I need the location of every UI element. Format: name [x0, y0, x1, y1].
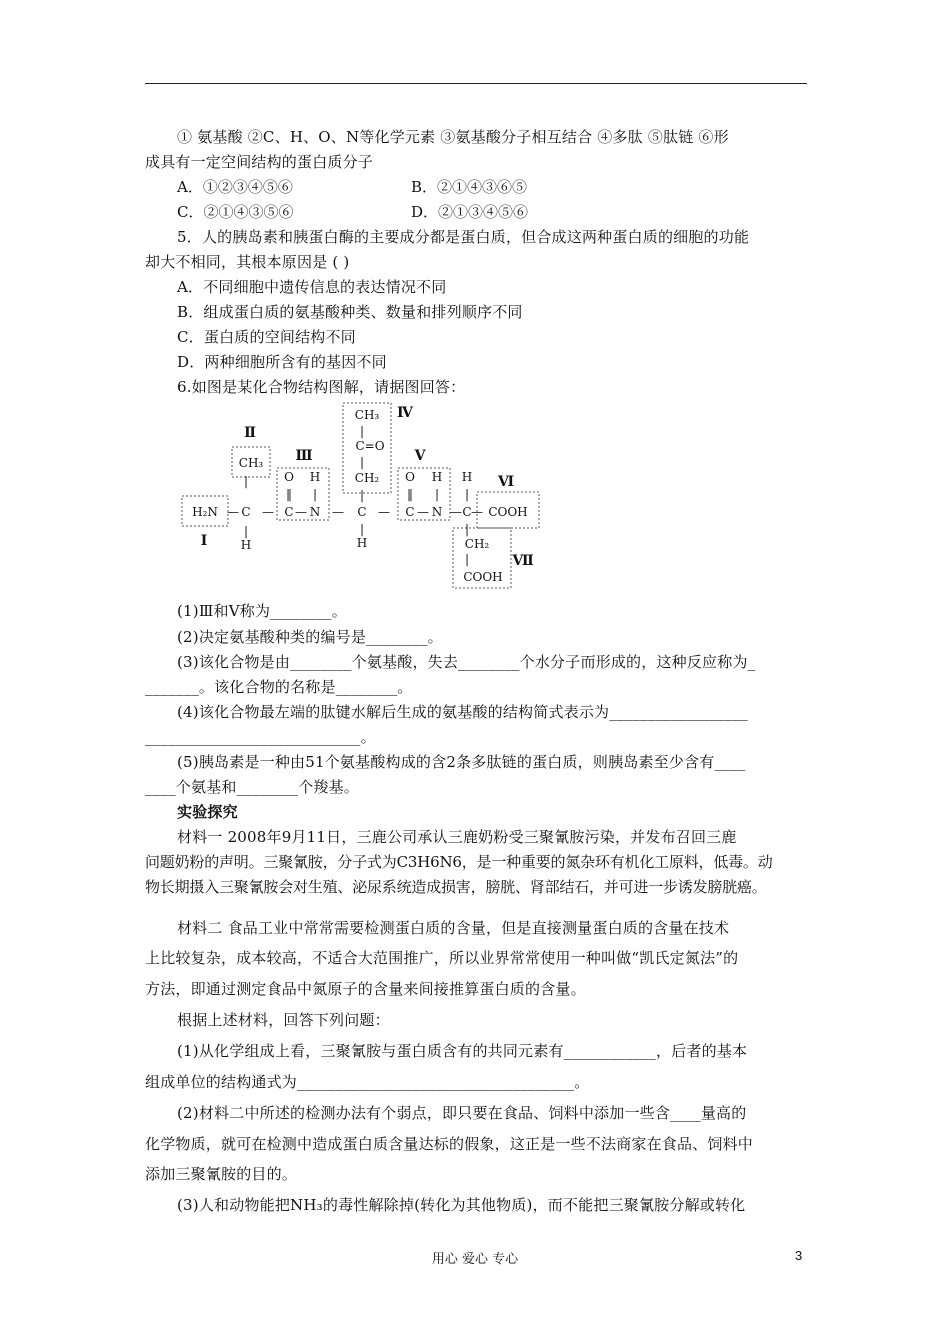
section-heading: 实验探究	[177, 803, 238, 821]
atom-h: H	[240, 538, 252, 552]
bond: —	[417, 505, 429, 519]
bond: |	[464, 487, 470, 501]
q6-part4-line1: (4)该化合物最左端的肽键水解后生成的氨基酸的结构简式表示为__________________	[177, 703, 748, 721]
atom-ch2-2: CH₂	[464, 537, 490, 551]
bond: |	[464, 522, 470, 536]
page-number: 3	[795, 1248, 803, 1263]
material1-line1: 材料一 2008年9月11日，三鹿公司承认三鹿奶粉受三聚氰胺污染，并发布召回三鹿	[177, 828, 737, 846]
bond: |	[359, 488, 365, 502]
atom-h: H	[431, 470, 443, 484]
q4-option-d: D．②①③④⑤⑥	[411, 203, 529, 221]
atom-cooh-2: COOH	[463, 570, 503, 584]
atom-n2: N	[431, 505, 443, 519]
atom-ch2-1: CH₂	[354, 471, 380, 485]
atom-ch3-1: CH₃	[238, 456, 264, 470]
label-I: Ⅰ	[200, 533, 208, 549]
q6-part2: (2)决定氨基酸种类的编号是________。	[177, 628, 443, 646]
label-VI: Ⅵ	[497, 474, 515, 490]
atom-c3: C	[357, 505, 367, 519]
material2-line3: 方法，即通过测定食品中氮原子的含量来间接推算蛋白质的含量。	[145, 980, 586, 998]
header-rule	[145, 83, 807, 84]
bond: |	[464, 552, 470, 566]
exp-q2-line1: (2)材料二中所述的检测办法有个弱点，即只要在食品、饲料中添加一些含____量高的	[177, 1104, 747, 1122]
q4-option-c: C．②①④③⑤⑥	[177, 203, 294, 221]
bond: ‖	[286, 487, 292, 501]
atom-h: H	[461, 470, 473, 484]
material2-line2: 上比较复杂，成本较高，不适合大范围推广，所以业界常常使用一种叫做“凯氏定氮法”的	[145, 949, 739, 967]
atom-o1: O	[284, 470, 294, 484]
atom-c2: C	[284, 505, 294, 519]
q6-stem: 6.如图是某化合物结构图解，请据图回答：	[177, 378, 466, 396]
bond: —	[378, 505, 390, 519]
exp-q2-line3: 添加三聚氰胺的目的。	[145, 1165, 298, 1183]
bond: ‖	[407, 487, 413, 501]
exp-q1-line1: (1)从化学组成上看，三聚氰胺与蛋白质含有的共同元素有____________，后者的基本	[177, 1042, 748, 1060]
bond: |	[243, 474, 249, 488]
atom-c4: C	[405, 505, 415, 519]
q5-option-c: C．蛋白质的空间结构不同	[177, 328, 356, 346]
exp-q1-line2: 组成单位的结构通式为____________________________________。	[145, 1073, 590, 1091]
atom-n1: N	[309, 505, 321, 519]
atom-ch3-2: CH₃	[354, 408, 380, 422]
bond: —	[332, 505, 344, 519]
peptide-structure-diagram	[170, 395, 550, 595]
label-IV: Ⅳ	[397, 405, 413, 421]
q6-part1: (1)Ⅲ和Ⅴ称为________。	[177, 602, 347, 620]
label-II: Ⅱ	[244, 425, 256, 441]
bond: —	[227, 505, 239, 519]
atom-h: H	[309, 470, 321, 484]
q5-option-b: B．组成蛋白质的氨基酸种类、数量和排列顺序不同	[177, 303, 523, 321]
q5-option-a: A．不同细胞中遗传信息的表达情况不同	[177, 278, 447, 296]
q6-part5-line1: (5)胰岛素是一种由51个氨基酸构成的含2条多肽链的蛋白质，则胰岛素至少含有____	[177, 753, 746, 771]
atom-c-eq-o: C=O	[355, 439, 385, 453]
material1-line2: 问题奶粉的声明。三聚氰胺，分子式为C3H6N6，是一种重要的氮杂环有机化工原料，低毒。动	[145, 853, 773, 871]
material2-line1: 材料二 食品工业中常常需要检测蛋白质的含量，但是直接测量蛋白质的含量在技术	[177, 919, 730, 937]
q5-line1: 5．人的胰岛素和胰蛋白酶的主要成分都是蛋白质，但合成这两种蛋白质的细胞的功能	[177, 228, 750, 246]
atom-c1: C	[241, 505, 251, 519]
label-III: Ⅲ	[295, 448, 313, 464]
q5-line2: 却大不相同，其根本原因是 ( )	[145, 253, 350, 271]
q6-part3-line2: _______。该化合物的名称是________。	[145, 678, 413, 696]
bond: —	[295, 505, 307, 519]
exp-q3-line1: (3)人和动物能把NH₃的毒性解除掉(转化为其他物质)，而不能把三聚氰胺分解或转化	[177, 1196, 746, 1214]
bond: |	[359, 455, 365, 469]
q4-line2: 成具有一定空间结构的蛋白质分子	[145, 153, 374, 171]
bond: |	[359, 522, 365, 536]
q5-option-d: D．两种细胞所含有的基因不同	[177, 353, 387, 371]
q6-part4-line2: ____________________________。	[145, 728, 376, 746]
q4-option-a: A．①②③④⑤⑥	[177, 178, 293, 196]
label-VII: Ⅶ	[512, 553, 534, 569]
exp-q2-line2: 化学物质，就可在检测中造成蛋白质含量达标的假象，这正是一些不法商家在食品、饲料中	[145, 1135, 754, 1153]
bond: |	[312, 487, 318, 501]
bond: |	[434, 487, 440, 501]
label-V: Ⅴ	[414, 448, 426, 464]
q6-part5-line2: ____个氨基和________个羧基。	[145, 778, 360, 796]
atom-c5: C	[462, 505, 472, 519]
atom-o2: O	[405, 470, 415, 484]
atom-cooh-1: COOH	[488, 505, 528, 519]
atom-h2n: H₂N	[192, 505, 218, 519]
bond: |	[359, 424, 365, 438]
q6-part3-line1: (3)该化合物是由________个氨基酸，失去________个水分子而形成的，这种反应称为_	[177, 653, 756, 671]
footer-text: 用心 爱心 专心	[431, 1252, 519, 1267]
intro-line: 根据上述材料，回答下列问题：	[177, 1011, 390, 1029]
bond: —	[262, 505, 274, 519]
q4-option-b: B．②①④③⑥⑤	[411, 178, 528, 196]
bond: —	[471, 505, 483, 519]
atom-h: H	[356, 536, 368, 550]
bond: |	[243, 524, 249, 538]
q4-line1: ① 氨基酸 ②C、H、O、N等化学元素 ③氨基酸分子相互结合 ④多肽 ⑤肽链 ⑥形	[177, 128, 729, 146]
bond: —	[450, 505, 462, 519]
material1-line3: 物长期摄入三聚氰胺会对生殖、泌尿系统造成损害，膀胱、肾部结石，并可进一步诱发膀胱癌。	[145, 878, 767, 896]
